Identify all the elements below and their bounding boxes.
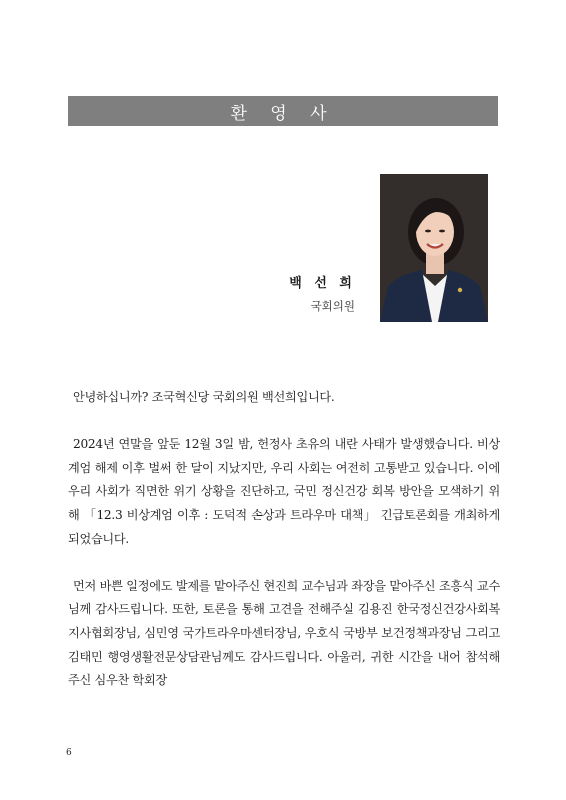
page-title-banner: [68, 96, 498, 126]
author-role: 국회의원: [310, 299, 355, 313]
paragraph-background: 2024년 연말을 앞둔 12월 3일 밤, 헌정사 초유의 내란 사태가 발생했습니다. 비상계엄 해제 이후 벌써 한 달이 지났지만, 우리 사회는 여전히 고통받고 있습니다. 이에 우리 사회가 직면한 위기 상황을 진단하고, 국민 정신건강 회복 방안을 모색하기 위해 「12.3 비상계엄 이후 : 도덕적 손상과 트라우마 대책」 긴급토론회를 개최하게 되었습니다.: [68, 437, 500, 546]
paragraph-greeting: 안녕하십니까? 조국혁신당 국회의원 백선희입니다.: [73, 390, 335, 404]
portrait-illustration: [380, 174, 488, 322]
author-portrait: [380, 174, 488, 322]
page-title: 환 영 사: [230, 103, 336, 124]
welcome-message-body: [68, 386, 500, 716]
page-number: 6: [66, 748, 72, 758]
paragraph-thanks: 먼저 바쁜 일정에도 발제를 맡아주신 현진희 교수님과 좌장을 맡아주신 조흥식 교수님께 감사드립니다. 또한, 토론을 통해 고견을 전해주실 김용진 한국정신건강사회복지사협회장님, 심민영 국가트라우마센터장님, 우호식 국방부 보건정책과장님 그리고 김태민 행영생활전문상담관님께도 감사드립니다. 아울러, 귀한 시간을 내어 참석해주신 심우찬 학회장: [68, 578, 500, 688]
author-name: 백 선 희: [289, 276, 356, 291]
